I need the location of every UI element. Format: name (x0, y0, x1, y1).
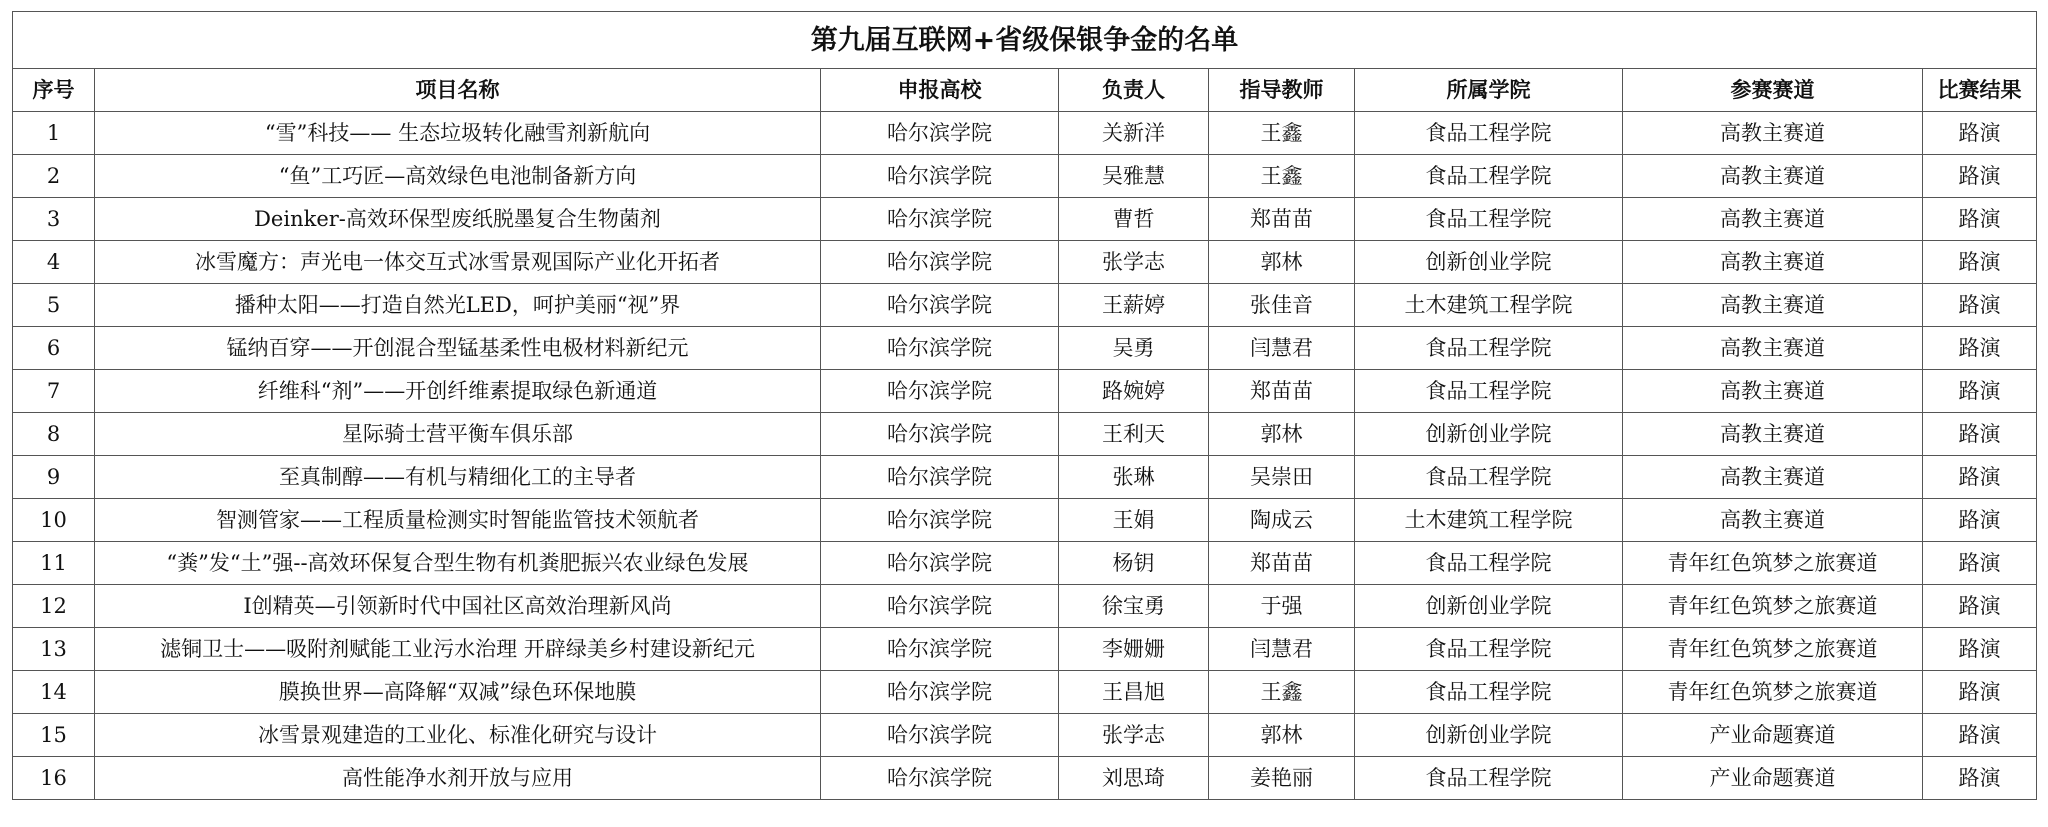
cell-advisor: 郑苗苗 (1209, 370, 1355, 413)
cell-project: 播种太阳——打造自然光LED，呵护美丽“视”界 (95, 284, 821, 327)
cell-index: 11 (13, 542, 95, 585)
table-row (13, 370, 2037, 413)
cell-advisor: 王鑫 (1209, 155, 1355, 198)
cell-advisor: 郭林 (1209, 714, 1355, 757)
cell-advisor: 闫慧君 (1209, 628, 1355, 671)
cell-leader: 王娟 (1059, 499, 1209, 542)
table-row (13, 456, 2037, 499)
cell-college: 食品工程学院 (1355, 542, 1623, 585)
cell-advisor: 闫慧君 (1209, 327, 1355, 370)
cell-school: 哈尔滨学院 (821, 456, 1059, 499)
table-row (13, 413, 2037, 456)
cell-advisor: 郑苗苗 (1209, 542, 1355, 585)
cell-index: 4 (13, 241, 95, 284)
cell-index: 5 (13, 284, 95, 327)
cell-school: 哈尔滨学院 (821, 714, 1059, 757)
cell-school: 哈尔滨学院 (821, 112, 1059, 155)
cell-result: 路演 (1923, 198, 2037, 241)
cell-result: 路演 (1923, 284, 2037, 327)
cell-school: 哈尔滨学院 (821, 671, 1059, 714)
cell-project: 星际骑士营平衡车俱乐部 (95, 413, 821, 456)
cell-track: 青年红色筑梦之旅赛道 (1623, 671, 1923, 714)
cell-index: 2 (13, 155, 95, 198)
cell-index: 8 (13, 413, 95, 456)
cell-result: 路演 (1923, 112, 2037, 155)
cell-result: 路演 (1923, 671, 2037, 714)
cell-index: 9 (13, 456, 95, 499)
cell-advisor: 陶成云 (1209, 499, 1355, 542)
header-leader: 负责人 (1059, 69, 1209, 112)
cell-advisor: 王鑫 (1209, 671, 1355, 714)
cell-college: 创新创业学院 (1355, 585, 1623, 628)
table-row (13, 671, 2037, 714)
cell-project: Deinker-高效环保型废纸脱墨复合生物菌剂 (95, 198, 821, 241)
table-title: 第九届互联网+省级保银争金的名单 (13, 12, 2037, 69)
cell-college: 食品工程学院 (1355, 757, 1623, 800)
cell-index: 16 (13, 757, 95, 800)
cell-track: 高教主赛道 (1623, 112, 1923, 155)
cell-project: “雪”科技—— 生态垃圾转化融雪剂新航向 (95, 112, 821, 155)
cell-index: 14 (13, 671, 95, 714)
cell-advisor: 郑苗苗 (1209, 198, 1355, 241)
table-row (13, 155, 2037, 198)
header-track: 参赛赛道 (1623, 69, 1923, 112)
cell-result: 路演 (1923, 241, 2037, 284)
cell-project: “鱼”工巧匠—高效绿色电池制备新方向 (95, 155, 821, 198)
cell-school: 哈尔滨学院 (821, 499, 1059, 542)
table-row (13, 585, 2037, 628)
cell-college: 食品工程学院 (1355, 155, 1623, 198)
cell-advisor: 郭林 (1209, 413, 1355, 456)
header-row (13, 69, 2037, 112)
cell-track: 青年红色筑梦之旅赛道 (1623, 628, 1923, 671)
cell-result: 路演 (1923, 757, 2037, 800)
cell-result: 路演 (1923, 499, 2037, 542)
cell-index: 1 (13, 112, 95, 155)
cell-index: 3 (13, 198, 95, 241)
cell-result: 路演 (1923, 413, 2037, 456)
cell-school: 哈尔滨学院 (821, 327, 1059, 370)
cell-leader: 张学志 (1059, 241, 1209, 284)
cell-track: 高教主赛道 (1623, 284, 1923, 327)
cell-college: 土木建筑工程学院 (1355, 284, 1623, 327)
cell-track: 产业命题赛道 (1623, 757, 1923, 800)
cell-result: 路演 (1923, 456, 2037, 499)
cell-advisor: 吴崇田 (1209, 456, 1355, 499)
cell-track: 高教主赛道 (1623, 155, 1923, 198)
cell-track: 高教主赛道 (1623, 198, 1923, 241)
cell-college: 食品工程学院 (1355, 671, 1623, 714)
cell-leader: 张学志 (1059, 714, 1209, 757)
cell-school: 哈尔滨学院 (821, 284, 1059, 327)
cell-project: 滤铜卫士——吸附剂赋能工业污水治理 开辟绿美乡村建设新纪元 (95, 628, 821, 671)
cell-project: 至真制醇——有机与精细化工的主导者 (95, 456, 821, 499)
table-row (13, 241, 2037, 284)
title-row (13, 12, 2037, 69)
cell-college: 食品工程学院 (1355, 327, 1623, 370)
cell-advisor: 郭林 (1209, 241, 1355, 284)
header-project: 项目名称 (95, 69, 821, 112)
cell-project: I创精英—引领新时代中国社区高效治理新风尚 (95, 585, 821, 628)
cell-leader: 杨钥 (1059, 542, 1209, 585)
cell-result: 路演 (1923, 327, 2037, 370)
cell-school: 哈尔滨学院 (821, 155, 1059, 198)
cell-leader: 吴雅慧 (1059, 155, 1209, 198)
cell-track: 高教主赛道 (1623, 413, 1923, 456)
header-college: 所属学院 (1355, 69, 1623, 112)
cell-leader: 吴勇 (1059, 327, 1209, 370)
cell-result: 路演 (1923, 628, 2037, 671)
cell-project: 纤维科“剂”——开创纤维素提取绿色新通道 (95, 370, 821, 413)
cell-track: 高教主赛道 (1623, 456, 1923, 499)
cell-index: 12 (13, 585, 95, 628)
table-row (13, 542, 2037, 585)
cell-result: 路演 (1923, 585, 2037, 628)
cell-result: 路演 (1923, 542, 2037, 585)
cell-school: 哈尔滨学院 (821, 757, 1059, 800)
table-row (13, 628, 2037, 671)
spreadsheet (12, 11, 2036, 800)
cell-track: 高教主赛道 (1623, 327, 1923, 370)
cell-college: 食品工程学院 (1355, 456, 1623, 499)
cell-college: 食品工程学院 (1355, 112, 1623, 155)
cell-project: 冰雪景观建造的工业化、标准化研究与设计 (95, 714, 821, 757)
cell-track: 高教主赛道 (1623, 241, 1923, 284)
cell-leader: 关新洋 (1059, 112, 1209, 155)
cell-college: 创新创业学院 (1355, 714, 1623, 757)
cell-college: 食品工程学院 (1355, 370, 1623, 413)
cell-project: 智测管家——工程质量检测实时智能监管技术领航者 (95, 499, 821, 542)
header-advisor: 指导教师 (1209, 69, 1355, 112)
cell-school: 哈尔滨学院 (821, 628, 1059, 671)
cell-school: 哈尔滨学院 (821, 241, 1059, 284)
cell-project: 冰雪魔方：声光电一体交互式冰雪景观国际产业化开拓者 (95, 241, 821, 284)
table-row (13, 284, 2037, 327)
header-index: 序号 (13, 69, 95, 112)
cell-school: 哈尔滨学院 (821, 198, 1059, 241)
cell-school: 哈尔滨学院 (821, 542, 1059, 585)
cell-leader: 王昌旭 (1059, 671, 1209, 714)
table-row (13, 327, 2037, 370)
cell-advisor: 于强 (1209, 585, 1355, 628)
cell-track: 产业命题赛道 (1623, 714, 1923, 757)
cell-result: 路演 (1923, 370, 2037, 413)
cell-school: 哈尔滨学院 (821, 370, 1059, 413)
cell-index: 13 (13, 628, 95, 671)
cell-leader: 王利天 (1059, 413, 1209, 456)
cell-index: 15 (13, 714, 95, 757)
cell-track: 高教主赛道 (1623, 499, 1923, 542)
cell-leader: 曹哲 (1059, 198, 1209, 241)
cell-leader: 徐宝勇 (1059, 585, 1209, 628)
cell-leader: 张琳 (1059, 456, 1209, 499)
cell-school: 哈尔滨学院 (821, 413, 1059, 456)
cell-leader: 路婉婷 (1059, 370, 1209, 413)
table-row (13, 714, 2037, 757)
cell-result: 路演 (1923, 155, 2037, 198)
cell-college: 创新创业学院 (1355, 413, 1623, 456)
cell-project: 膜换世界—高降解“双减”绿色环保地膜 (95, 671, 821, 714)
cell-college: 食品工程学院 (1355, 198, 1623, 241)
cell-index: 10 (13, 499, 95, 542)
cell-index: 6 (13, 327, 95, 370)
table-body (13, 112, 2037, 800)
cell-advisor: 姜艳丽 (1209, 757, 1355, 800)
cell-project: 高性能净水剂开放与应用 (95, 757, 821, 800)
cell-college: 创新创业学院 (1355, 241, 1623, 284)
cell-leader: 王薪婷 (1059, 284, 1209, 327)
cell-track: 青年红色筑梦之旅赛道 (1623, 585, 1923, 628)
table-row (13, 757, 2037, 800)
table-row (13, 112, 2037, 155)
cell-college: 土木建筑工程学院 (1355, 499, 1623, 542)
cell-leader: 李姗姗 (1059, 628, 1209, 671)
cell-school: 哈尔滨学院 (821, 585, 1059, 628)
cell-project: “粪”发“土”强--高效环保复合型生物有机粪肥振兴农业绿色发展 (95, 542, 821, 585)
cell-result: 路演 (1923, 714, 2037, 757)
table-row (13, 198, 2037, 241)
cell-college: 食品工程学院 (1355, 628, 1623, 671)
header-result: 比赛结果 (1923, 69, 2037, 112)
award-list-table (12, 11, 2037, 800)
header-school: 申报高校 (821, 69, 1059, 112)
cell-project: 锰纳百穿——开创混合型锰基柔性电极材料新纪元 (95, 327, 821, 370)
table-row (13, 499, 2037, 542)
cell-leader: 刘思琦 (1059, 757, 1209, 800)
cell-track: 青年红色筑梦之旅赛道 (1623, 542, 1923, 585)
cell-advisor: 张佳音 (1209, 284, 1355, 327)
cell-track: 高教主赛道 (1623, 370, 1923, 413)
cell-index: 7 (13, 370, 95, 413)
cell-advisor: 王鑫 (1209, 112, 1355, 155)
